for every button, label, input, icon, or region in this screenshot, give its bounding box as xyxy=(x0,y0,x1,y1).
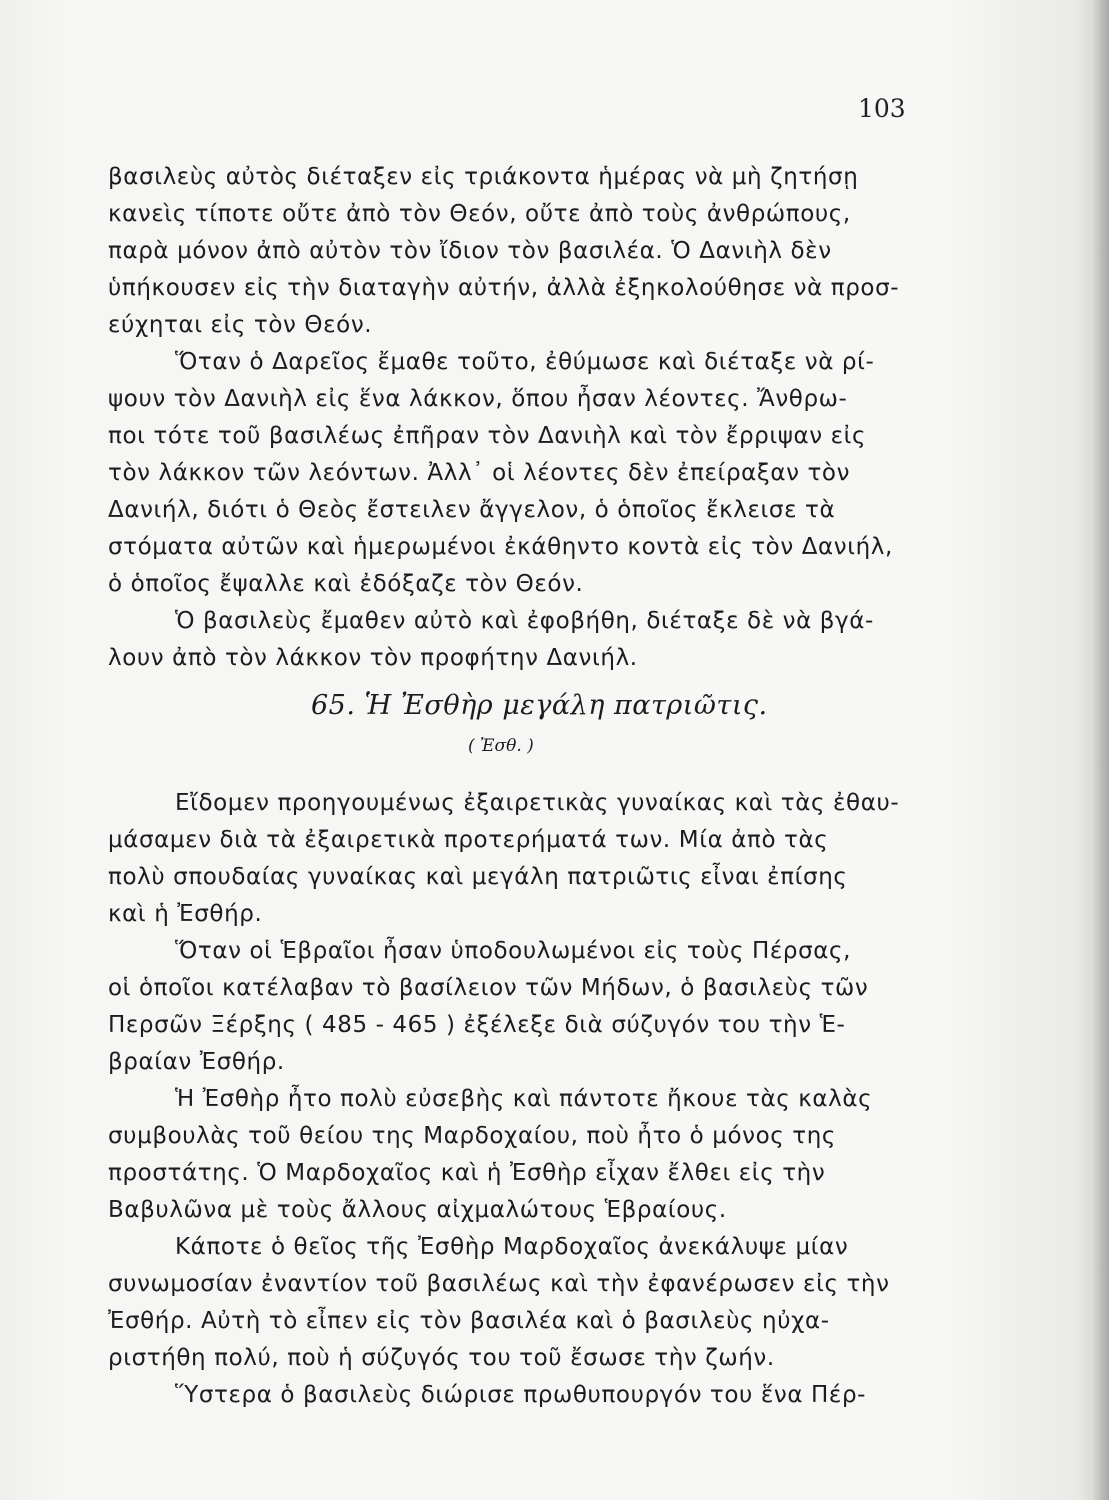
text-line: στόματα αὐτῶν καὶ ἡμερωμένοι ἐκάθηντο κοντὰ εἰς τὸν Δανιήλ, xyxy=(108,534,893,560)
text-line: ποι τότε τοῦ βασιλέως ἐπῆραν τὸν Δανιὴλ καὶ τὸν ἔρριψαν εἰς xyxy=(108,423,867,449)
section-heading: 65. Ἡ Ἐσθὴρ μεγάλη πατριῶτις. xyxy=(311,690,768,721)
text-line: Δανιήλ, διότι ὁ Θεὸς ἔστειλεν ἄγγελον, ὁ ὁποῖος ἔκλεισε τὰ xyxy=(108,497,836,523)
text-line: ψουν τὸν Δανιὴλ εἰς ἕνα λάκκον, ὅπου ἦσαν λέοντες. Ἄνθρω- xyxy=(108,386,848,412)
text-line: Ἐσθήρ. Αὐτὴ τὸ εἶπεν εἰς τὸν βασιλέα καὶ ὁ βασιλεὺς ηὐχα- xyxy=(108,1308,830,1334)
text-line: ριστήθη πολύ, ποὺ ἡ σύζυγός του τοῦ ἔσωσε τὴν ζωήν. xyxy=(108,1345,775,1371)
text-line: τὸν λάκκον τῶν λεόντων. Ἀλλ᾽ οἱ λέοντες δὲν ἐπείραξαν τὸν xyxy=(108,460,851,486)
text-line: Ὅταν οἱ Ἑβραῖοι ἦσαν ὑποδουλωμένοι εἰς τοὺς Πέρσας, xyxy=(175,938,852,964)
text-line: εύχηται εἰς τὸν Θεόν. xyxy=(108,312,373,338)
text-line: πολὺ σπουδαίας γυναίκας καὶ μεγάλη πατριῶτις εἶναι ἐπίσης xyxy=(108,864,848,890)
text-line: Ὕστερα ὁ βασιλεὺς διώρισε πρωθυπουργόν του ἕνα Πέρ- xyxy=(175,1382,867,1408)
text-line: ὁ ὁποῖος ἔψαλλε καὶ ἐδόξαζε τὸν Θεόν. xyxy=(108,571,584,597)
text-line: Περσῶν Ξέρξης ( 485 - 465 ) ἐξέλεξε διὰ σύζυγόν του τὴν Ἑ- xyxy=(108,1012,846,1038)
text-line: καὶ ἡ Ἐσθήρ. xyxy=(108,901,263,927)
text-line: παρὰ μόνον ἀπὸ αὐτὸν τὸν ἴδιον τὸν βασιλέα. Ὁ Δανιὴλ δὲν xyxy=(108,238,832,264)
text-line: Ὅταν ὁ Δαρεῖος ἔμαθε τοῦτο, ἐθύμωσε καὶ διέταξε νὰ ρί- xyxy=(175,349,875,375)
text-line: οἱ ὁποῖοι κατέλαβαν τὸ βασίλειον τῶν Μήδων, ὁ βασιλεὺς τῶν xyxy=(108,975,869,1001)
text-line: Εἴδομεν προηγουμένως ἐξαιρετικὰς γυναίκας καὶ τὰς ἐθαυ- xyxy=(175,790,900,816)
text-line: συνωμοσίαν ἐναντίον τοῦ βασιλέως καὶ τὴν ἐφανέρωσεν εἰς τὴν xyxy=(108,1271,890,1297)
text-line: βραίαν Ἐσθήρ. xyxy=(108,1049,285,1075)
text-line: Ἡ Ἐσθὴρ ἦτο πολὺ εὐσεβὴς καὶ πάντοτε ἤκουε τὰς καλὰς xyxy=(175,1086,873,1112)
text-line: συμβουλὰς τοῦ θείου της Μαρδοχαίου, ποὺ ἦτο ὁ μόνος της xyxy=(108,1123,836,1149)
page-number: 103 xyxy=(858,94,906,123)
text-line: Βαβυλῶνα μὲ τοὺς ἄλλους αἰχμαλώτους Ἑβραίους. xyxy=(108,1197,727,1223)
text-line: κανεὶς τίποτε οὔτε ἀπὸ τὸν Θεόν, οὔτε ἀπὸ τοὺς ἀνθρώπους, xyxy=(108,201,851,227)
text-line: λουν ἀπὸ τὸν λάκκον τὸν προφήτην Δανιήλ. xyxy=(108,645,638,671)
text-line: ὑπήκουσεν εἰς τὴν διαταγὴν αὐτήν, ἀλλὰ ἐξηκολούθησε νὰ προσ- xyxy=(108,275,900,301)
text-line: Ὁ βασιλεὺς ἔμαθεν αὐτὸ καὶ ἐφοβήθη, διέταξε δὲ νὰ βγά- xyxy=(175,608,874,634)
text-line: Κάποτε ὁ θεῖος τῆς Ἐσθὴρ Μαρδοχαῖος ἀνεκάλυψε μίαν xyxy=(175,1234,849,1260)
text-line: προστάτης. Ὁ Μαρδοχαῖος καὶ ἡ Ἐσθὴρ εἶχαν ἔλθει εἰς τὴν xyxy=(108,1160,826,1186)
text-line: μάσαμεν διὰ τὰ ἐξαιρετικὰ προτερήματά των. Μία ἀπὸ τὰς xyxy=(108,827,829,853)
text-line: βασιλεὺς αὐτὸς διέταξεν εἰς τριάκοντα ἡμέρας νὰ μὴ ζητήσῃ xyxy=(108,164,859,190)
section-reference: ( Ἐσθ. ) xyxy=(468,736,534,756)
